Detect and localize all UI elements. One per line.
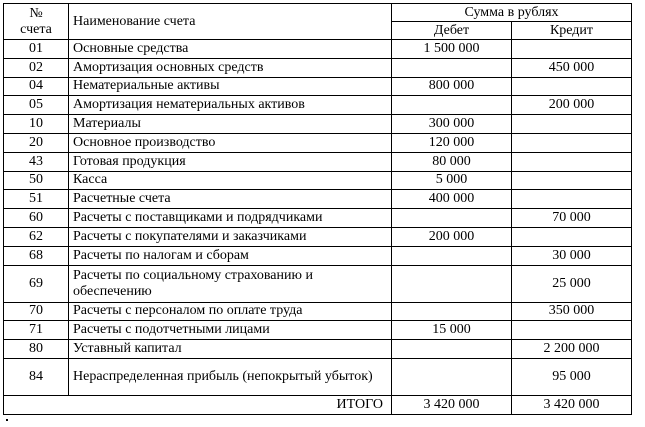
account-number-cell: 68	[4, 246, 69, 265]
account-name-cell: Расчетные счета	[69, 190, 392, 209]
account-name-cell: Нераспределенная прибыль (непокрытый убыток)	[69, 358, 392, 395]
table-row	[4, 171, 632, 190]
header-credit: Кредит	[512, 22, 632, 40]
total-credit: 3 420 000	[512, 395, 632, 414]
credit-cell: 200 000	[512, 96, 632, 115]
credit-cell	[512, 321, 632, 340]
table-row	[4, 209, 632, 228]
credit-cell: 70 000	[512, 209, 632, 228]
header-account-number: № счета	[4, 4, 69, 40]
account-number-cell: 05	[4, 96, 69, 115]
footnote-mark	[6, 419, 9, 422]
debit-cell	[392, 358, 512, 395]
header-account-name: Наименование счета	[69, 4, 392, 40]
debit-cell: 80 000	[392, 152, 512, 171]
header-debit: Дебет	[392, 22, 512, 40]
debit-cell	[392, 246, 512, 265]
account-name-cell: Расчеты с персоналом по оплате труда	[69, 302, 392, 321]
credit-cell: 95 000	[512, 358, 632, 395]
account-number-cell: 71	[4, 321, 69, 340]
table-footer	[4, 395, 632, 414]
table-row	[4, 302, 632, 321]
table-row	[4, 227, 632, 246]
total-debit: 3 420 000	[392, 395, 512, 414]
account-name-cell: Материалы	[69, 115, 392, 134]
balance-table	[3, 3, 632, 415]
table-row	[4, 77, 632, 96]
account-name-cell: Расчеты по налогам и сборам	[69, 246, 392, 265]
credit-cell: 25 000	[512, 265, 632, 302]
account-name-cell: Амортизация основных средств	[69, 58, 392, 77]
table-row	[4, 96, 632, 115]
account-number-cell: 51	[4, 190, 69, 209]
account-number-cell: 02	[4, 58, 69, 77]
account-name-cell: Расчеты с поставщиками и подрядчиками	[69, 209, 392, 228]
credit-cell	[512, 115, 632, 134]
table-row	[4, 133, 632, 152]
debit-cell	[392, 265, 512, 302]
debit-cell: 15 000	[392, 321, 512, 340]
debit-cell: 200 000	[392, 227, 512, 246]
account-name-cell: Нематериальные активы	[69, 77, 392, 96]
debit-cell: 120 000	[392, 133, 512, 152]
account-name-cell: Касса	[69, 171, 392, 190]
account-number-cell: 69	[4, 265, 69, 302]
table-row	[4, 152, 632, 171]
debit-cell	[392, 209, 512, 228]
debit-cell: 1 500 000	[392, 40, 512, 59]
account-name-cell: Основные средства	[69, 40, 392, 59]
account-name-cell: Расчеты с подотчетными лицами	[69, 321, 392, 340]
account-number-cell: 62	[4, 227, 69, 246]
account-number-cell: 04	[4, 77, 69, 96]
account-name-cell: Расчеты по социальному страхованию и обеспечению	[69, 265, 392, 302]
credit-cell	[512, 190, 632, 209]
credit-cell	[512, 77, 632, 96]
credit-cell	[512, 171, 632, 190]
table-body	[4, 40, 632, 396]
account-number-cell: 01	[4, 40, 69, 59]
account-name-cell: Амортизация нематериальных активов	[69, 96, 392, 115]
table-row	[4, 58, 632, 77]
table-row	[4, 340, 632, 359]
debit-cell	[392, 96, 512, 115]
account-number-cell: 70	[4, 302, 69, 321]
debit-cell	[392, 58, 512, 77]
debit-cell: 400 000	[392, 190, 512, 209]
debit-cell: 800 000	[392, 77, 512, 96]
account-number-cell: 10	[4, 115, 69, 134]
table-row	[4, 190, 632, 209]
debit-cell: 300 000	[392, 115, 512, 134]
account-number-cell: 84	[4, 358, 69, 395]
account-name-cell: Расчеты с покупателями и заказчиками	[69, 227, 392, 246]
account-number-cell: 80	[4, 340, 69, 359]
account-name-cell: Уставный капитал	[69, 340, 392, 359]
table-row	[4, 115, 632, 134]
debit-cell	[392, 302, 512, 321]
account-number-cell: 60	[4, 209, 69, 228]
credit-cell: 450 000	[512, 58, 632, 77]
table-row	[4, 40, 632, 59]
total-label: ИТОГО	[4, 395, 392, 414]
header-sum: Сумма в рублях	[392, 4, 632, 22]
credit-cell	[512, 152, 632, 171]
table-row	[4, 246, 632, 265]
credit-cell: 350 000	[512, 302, 632, 321]
account-name-cell: Основное производство	[69, 133, 392, 152]
credit-cell	[512, 227, 632, 246]
debit-cell	[392, 340, 512, 359]
credit-cell: 30 000	[512, 246, 632, 265]
table-header	[4, 4, 632, 40]
account-number-cell: 20	[4, 133, 69, 152]
debit-cell: 5 000	[392, 171, 512, 190]
credit-cell: 2 200 000	[512, 340, 632, 359]
table-row	[4, 321, 632, 340]
credit-cell	[512, 40, 632, 59]
credit-cell	[512, 133, 632, 152]
table-row	[4, 358, 632, 395]
account-number-cell: 43	[4, 152, 69, 171]
account-number-cell: 50	[4, 171, 69, 190]
account-name-cell: Готовая продукция	[69, 152, 392, 171]
table-row	[4, 265, 632, 302]
